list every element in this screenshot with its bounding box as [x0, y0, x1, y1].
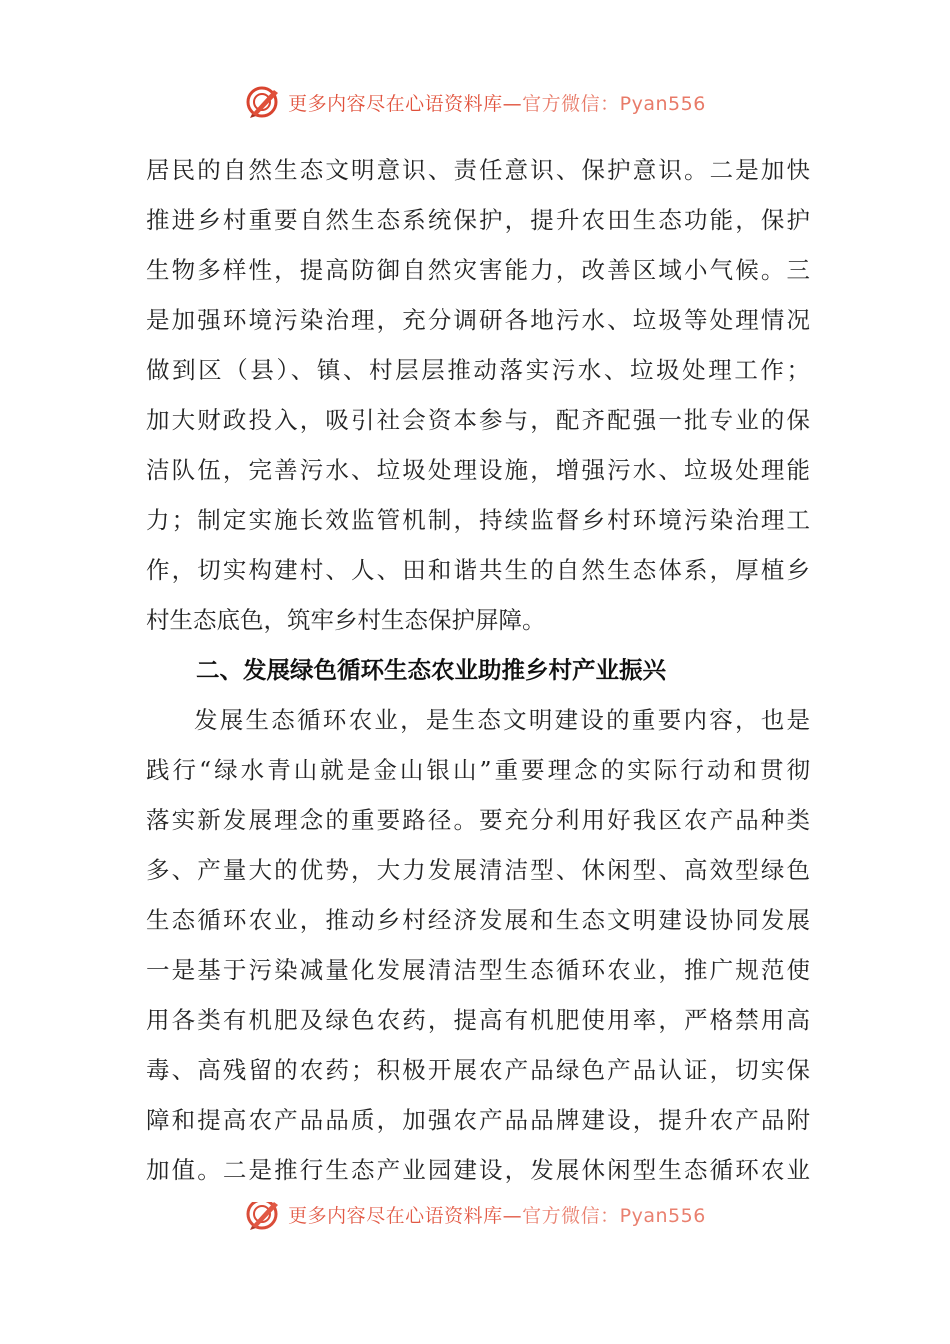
paragraph-line: 加值。二是推行生态产业园建设，发展休闲型生态循环农业: [146, 1156, 810, 1184]
paragraph-line: 作，切实构建村、人、田和谐共生的自然生态体系，厚植乡: [146, 556, 810, 584]
watermark-text: 更多内容尽在心语资料库—官方微信：Pyan556: [288, 92, 706, 115]
paragraph-line: 发展生态循环农业，是生态文明建设的重要内容，也是: [194, 706, 810, 734]
watermark-footer: [0, 1202, 950, 1238]
paragraph-line: 力；制定实施长效监管机制，持续监督乡村环境污染治理工: [146, 506, 810, 534]
paragraph-line: 推进乡村重要自然生态系统保护，提升农田生态功能，保护: [146, 206, 810, 234]
document-body: [146, 145, 810, 1195]
paragraph-line: 加大财政投入，吸引社会资本参与，配齐配强一批专业的保: [146, 406, 810, 434]
paragraph-line: 毒、高残留的农药；积极开展农产品绿色产品认证，切实保: [146, 1056, 810, 1084]
paragraph-line: 落实新发展理念的重要路径。要充分利用好我区农产品种类: [146, 806, 810, 834]
paragraph-line: 障和提高农产品品质，加强农产品品牌建设，提升农产品附: [146, 1106, 810, 1134]
paragraph-line: 用各类有机肥及绿色农药，提高有机肥使用率，严格禁用高: [146, 1006, 810, 1034]
paragraph-line: 多、产量大的优势，大力发展清洁型、休闲型、高效型绿色: [146, 856, 810, 884]
paragraph-line: 是加强环境污染治理，充分调研各地污水、垃圾等处理情况: [146, 306, 810, 334]
pen-logo-icon: [244, 84, 284, 120]
section-heading: 二、发展绿色循环生态农业助推乡村产业振兴: [196, 656, 666, 684]
paragraph-line: 生物多样性，提高防御自然灾害能力，改善区域小气候。三: [146, 256, 810, 284]
paragraph-line: 做到区（县）、镇、村层层推动落实污水、垃圾处理工作；: [146, 356, 810, 384]
pen-logo-icon: [244, 1202, 284, 1232]
paragraph-line: 村生态底色，筑牢乡村生态保护屏障。: [146, 606, 546, 634]
paragraph-line: 洁队伍，完善污水、垃圾处理设施，增强污水、垃圾处理能: [146, 456, 810, 484]
paragraph-line: 一是基于污染减量化发展清洁型生态循环农业，推广规范使: [146, 956, 810, 984]
paragraph-line: 居民的自然生态文明意识、责任意识、保护意识。二是加快: [146, 156, 810, 184]
watermark-header: [0, 82, 950, 122]
paragraph-line: 生态循环农业，推动乡村经济发展和生态文明建设协同发展: [146, 906, 810, 934]
watermark-text: 更多内容尽在心语资料库—官方微信：Pyan556: [288, 1204, 706, 1227]
paragraph-line: 践行“绿水青山就是金山银山”重要理念的实际行动和贯彻: [146, 756, 810, 784]
